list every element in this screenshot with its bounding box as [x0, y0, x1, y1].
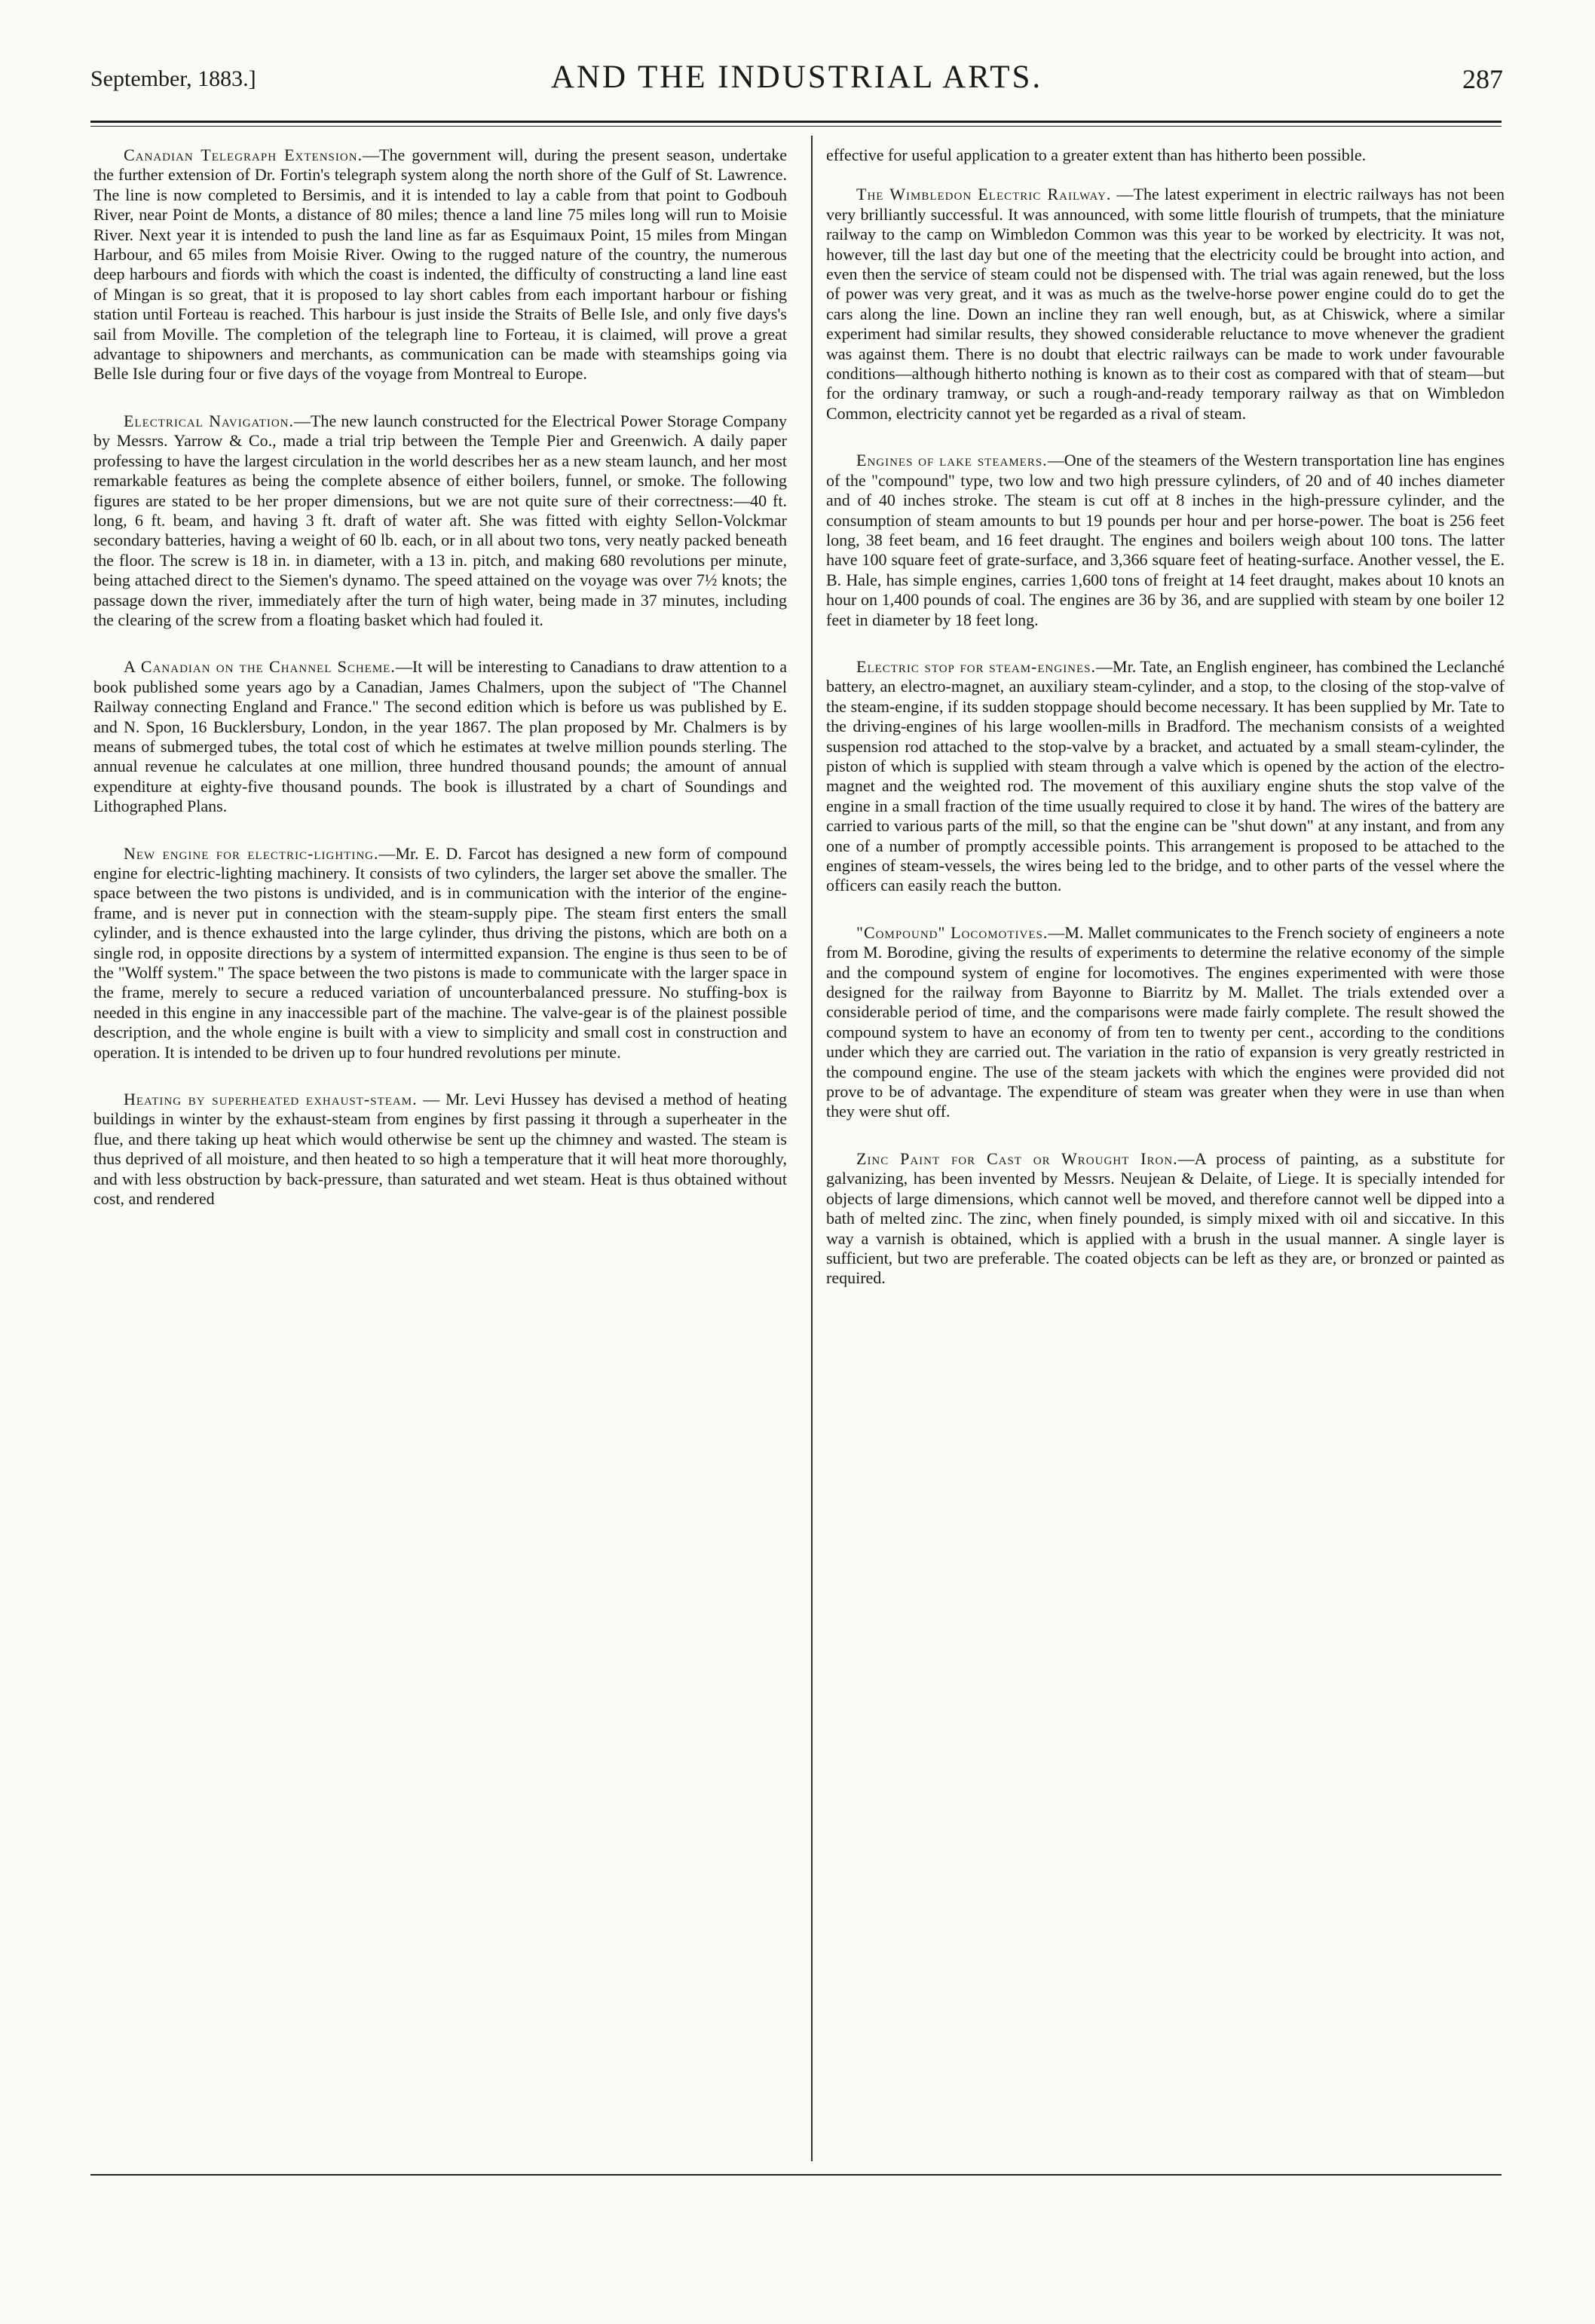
right-column [826, 145, 1505, 1289]
running-head-title: AND THE INDUSTRIAL ARTS. [550, 60, 1043, 95]
article-wimbledon-railway [826, 185, 1505, 424]
article-zinc-paint [826, 1149, 1505, 1289]
article-heading: Canadian Telegraph Extension. [124, 145, 363, 164]
footer-rule [90, 2174, 1502, 2176]
article-continued [826, 145, 1505, 165]
article-body: —It will be interesting to Canadians to draw attention to a book published some years ago by a Canadian, James Chalmers, upon the subject of "The Channel Railway connecting England and France." The second edition which is before us was published by E. and N. Spon, 16 Bucklersbury, London, in the year 1867. The plan proposed by Mr. Chalmers is by means of submerged tubes, the total cost of which he estimates at twelve million pounds sterling. The annual revenue he calculates at one million, three hundred thousand pounds; the amount of annual expenditure at eighty-five thousand pounds. The book is illustrated by a chart of Soundings and Lithographed Plans. [93, 657, 787, 816]
article-body: —The latest experiment in electric railways has not been very brilliantly successful. It was announced, with some little flourish of trumpets, that the miniature railway to the camp on Wimbledon Common was this year to be worked by electricity. It was not, however, till the last day but one of the meeting that the electricity could be brought into action, and even then the service of steam could not be dispensed with. The trial was again renewed, but the loss of power was very great, and it was as much as the twelve-horse power engine could do to get the cars along the line. Down an incline they ran well enough, but, as at Chiswick, where a similar experiment had similar results, they showed considerable reluctance to move whenever the gradient was against them. There is no doubt that electric railways can be made to work under favourable conditions—although hitherto nothing is known as to their cost as compared with that of steam—but for the ordinary tramway, or such a rough-and-ready temporary railway as that on Wimbledon Common, electricity cannot yet be regarded as a rival of steam. [826, 185, 1505, 423]
article-heating-exhaust-steam [93, 1090, 787, 1209]
article-electrical-navigation [93, 411, 787, 630]
article-heading: Engines of lake steamers. [856, 451, 1048, 470]
left-column [93, 145, 787, 1209]
article-body: —One of the steamers of the Western transportation line has engines of the "compound" type, two low and two high pressure cylinders, of 20 and of 40 inches diameter and of 40 inches stroke. The steam is cut off at 8 inches in the high-pressure cylinder, and the consumption of steam amounts to but 19 pounds per hour and per horse-power. The boat is 256 feet long, 38 feet beam, and 16 feet draught. The engines and boilers weigh about 100 tons. The latter have 100 square feet of grate-surface, and 3,366 square feet of heating-surface. Another vessel, the E. B. Hale, has simple engines, carries 1,600 tons of freight at 14 feet draught, makes about 10 knots an hour on 1,400 pounds of coal. The engines are 36 by 36, and are supplied with steam by one boiler 12 feet in diameter by 18 feet long. [826, 451, 1505, 629]
article-body: —Mr. Tate, an English engineer, has combined the Leclanché battery, an electro-magnet, an auxiliary steam-cylinder, and a stop, to the closing of the stop-valve of the steam-engine, if its sudden stoppage should become necessary. It has been supplied by Mr. Tate to the driving-engines of his large woollen-mills in Bradford. The mechanism consists of a weighted suspension rod attached to the stop-valve by a bracket, and actuated by a small steam-cylinder, the piston of which is supplied with steam through a valve which is opened by the action of the electro-magnet and the weighted rod. The movement of this auxiliary engine shuts the stop valve of the engine in a small fraction of the time usually required to close it by hand. The wires of the battery are carried to various parts of the mill, so that the engine can be "shut down" at any instant, and from any one of a number of promptly accessible points. This arrangement is proposed to be attached to the engines of steam-vessels, the wires being led to the bridge, and to other parts of the vessel where the officers can easily reach the button. [826, 656, 1505, 895]
article-canadian-telegraph [93, 145, 787, 384]
header-rule-thin [90, 126, 1502, 127]
article-heading: "Compound" Locomotives. [856, 922, 1049, 942]
running-head [90, 56, 1503, 102]
article-body: —The new launch constructed for the Electrical Power Storage Company by Messrs. Yarrow & Co., made a trial trip between the Temple Pier and Greenwich. A daily paper professing to have the largest circulation in the world describes her as a new steam launch, and her most remarkable features as being the complete absence of either boilers, funnel, or smoke. The following figures are stated to be her proper dimensions, but we are not quite sure of their correctness:—40 ft. long, 6 ft. beam, and having 3 ft. draft of water aft. She was fitted with eighty Sellon-Volckmar secondary batteries, having a weight of 60 lb. each, or in all about two tons, very neatly packed beneath the floor. The screw is 18 in. in diameter, with a 13 in. pitch, and making 680 revolutions per minute, being attached direct to the Siemen's dynamo. The speed attained on the voyage was over 7½ knots; the passage down the river, immediately after the turn of high water, being made in 37 minutes, including the clearing of the screw from a floating basket which had fouled it. [93, 411, 787, 629]
article-compound-locomotives [826, 923, 1505, 1122]
article-body: —M. Mallet communicates to the French society of engineers a note from M. Borodine, giving the results of experiments to determine the relative economy of the simple and the compound system of engine for locomotives. The engines experimented with were those designed for the railway from Bayonne to Biarritz by M. Mallet. The trials extended over a considerable period of time, and the comparisons were made fairly complete. The result showed the compound system to have an economy of from ten to twenty per cent., according to the conditions under which they are carried out. The variation in the ratio of expansion is very greatly restricted in the compound engine. The use of the steam jackets with which the engines were provided did not prove to be of advantage. The expenditure of steam was greater when they were in use than when they were shut off. [826, 922, 1505, 1121]
article-heading: Heating by superheated exhaust-steam. [124, 1090, 418, 1109]
article-body: —A process of painting, as a substitute for galvanizing, has been invented by Messrs. Neujean & Delaite, of Liege. It is specially intended for objects of large dimensions, which cannot well be moved, and therefore cannot well be dipped into a bath of melted zinc. The zinc, when finely pounded, is simply mixed with oil and siccative. In this way a varnish is obtained, which is applied with a brush in the usual manner. A single layer is sufficient, but two are preferable. The coated objects can be left as they are, or bronzed or painted as required. [826, 1148, 1505, 1288]
article-channel-scheme [93, 657, 787, 816]
article-body: —Mr. E. D. Farcot has designed a new form of compound engine for electric-lighting machinery. It consists of two cylinders, the larger set above the smaller. The space between the two pistons is undivided, and is in communication with the interior of the engine-frame, and is never put in connection with the steam-supply pipe. The steam first enters the small cylinder, and is thence exhausted into the large cylinder, thus driving the pistons, which are both on a single rod, in opposite directions by a system of intermitted expansion. The engine is thus seen to be of the "Wolff system." The space between the two pistons is made to communicate with the larger space in the frame, merely to secure a reduced variation of uncounterbalanced pressure. No stuffing-box is needed in this engine in any inaccessible part of the machine. The valve-gear is of the plainest possible description, and the whole engine is built with a view to simplicity and small cost in construction and operation. It is intended to be driven up to four hundred revolutions per minute. [93, 843, 787, 1062]
article-heading: The Wimbledon Electric Railway. [856, 185, 1112, 204]
article-body: —The government will, during the present season, undertake the further extension of Dr. Fortin's telegraph system along the north shore of the Gulf of St. Lawrence. The line is now completed to Bersimis, and it is intended to lay a cable from that point to Godbouh River, near Point de Monts, a distance of 80 miles; thence a land line 75 miles long will run to Moisie River. Next year it is intended to push the land line as far as Esquimaux Point, 15 miles from Mingan Harbour, and 65 miles from Moisie River. Owing to the rugged nature of the country, the numerous deep harbours and fiords with which the coast is indented, the difficulty of constructing a land line east of Mingan is so great, that it is proposed to lay short cables from each important harbour or fishing station until Forteau is reached. This harbour is just inside the Straits of Belle Isle, and only five days's sail from Moville. The completion of the telegraph line to Forteau, it is claimed, will prove a great advantage to shipowners and merchants, as communication can be made with steamships going via Belle Isle during four or five days of the voyage from Montreal to Europe. [93, 145, 787, 384]
running-head-date: September, 1883.] [90, 66, 256, 91]
article-heading: Electric stop for steam-engines. [856, 656, 1097, 676]
article-lake-steamers [826, 451, 1505, 630]
article-heading: Electrical Navigation. [124, 411, 295, 430]
column-divider [811, 136, 813, 2161]
article-heading: A Canadian on the Channel Scheme. [124, 657, 396, 677]
article-body: — Mr. Levi Hussey has devised a method of heating buildings in winter by the exhaust-steam from engines by first passing it through a superheater in the flue, and there taking up heat which would otherwise be sent up the chimney and wasted. The steam is thus deprived of all moisture, and then heated to so high a temperature that it will heat more thoroughly, and with less obstruction by back-pressure, than saturated and wet steam. Heat is thus obtained without cost, and rendered [93, 1090, 787, 1209]
article-electric-stop [826, 657, 1505, 896]
article-body: effective for useful application to a greater extent than has hitherto been possible. [826, 145, 1367, 164]
header-rule [90, 121, 1502, 123]
article-new-engine [93, 844, 787, 1063]
article-heading: New engine for electric-lighting. [124, 843, 379, 863]
article-heading: Zinc Paint for Cast or Wrought Iron. [856, 1148, 1178, 1168]
page-number: 287 [1462, 64, 1503, 94]
